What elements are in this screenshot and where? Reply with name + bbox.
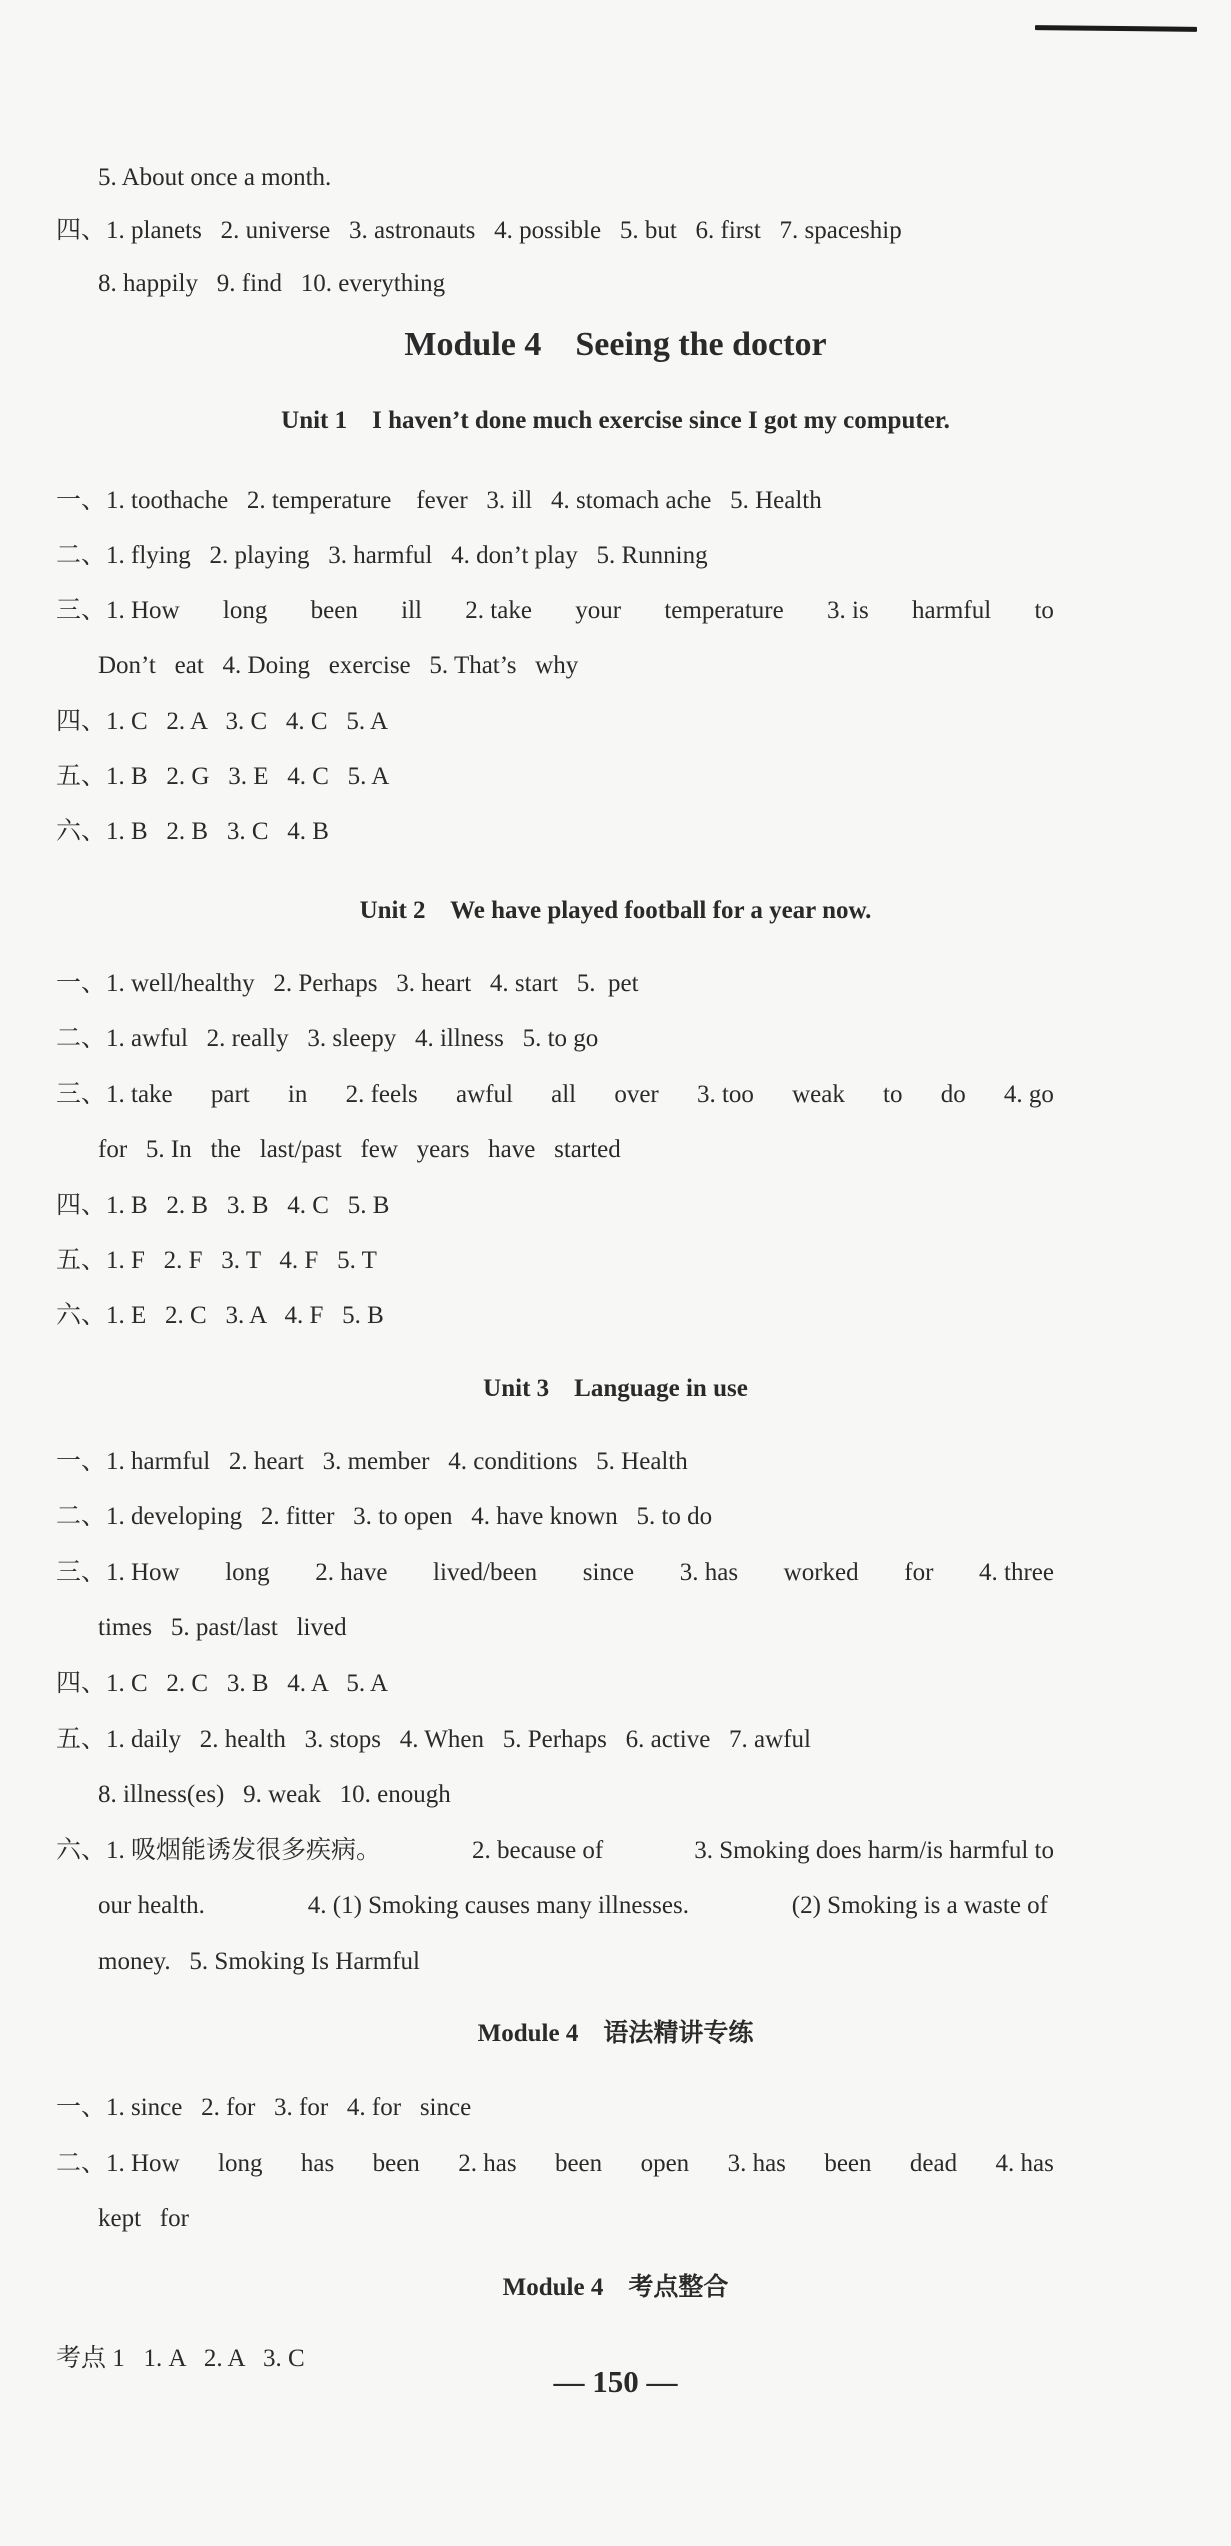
answer-line: 五、1. B 2. G 3. E 4. C 5. A xyxy=(56,763,390,790)
word: 4. three xyxy=(979,1559,1054,1586)
answer-line: money. 5. Smoking Is Harmful xyxy=(98,1948,420,1975)
answer-line: 六、1. B 2. B 3. C 4. B xyxy=(56,818,329,845)
word: has xyxy=(300,2150,335,2177)
word: 4. go xyxy=(1003,1081,1054,1108)
word: 二、1. How xyxy=(56,2150,180,2177)
answer-line-justified xyxy=(56,2148,1054,2180)
answer-line-justified xyxy=(56,1835,1054,1867)
word: part xyxy=(210,1081,250,1108)
word: 三、1. How xyxy=(56,1559,180,1586)
word: (2) Smoking is a waste of xyxy=(791,1892,1048,1919)
word: 2. because of xyxy=(472,1837,604,1864)
answer-line-justified xyxy=(98,1890,1048,1922)
word: since xyxy=(582,1559,635,1586)
word: been xyxy=(824,2150,872,2177)
word: over xyxy=(614,1081,659,1108)
word: temperature xyxy=(664,597,784,624)
answer-line: 二、1. flying 2. playing 3. harmful 4. don’t play 5. Running xyxy=(56,542,708,569)
word: dead xyxy=(909,2150,958,2177)
section-title: Module 4 语法精讲专练 xyxy=(477,2020,754,2047)
answer-line: 四、1. C 2. C 3. B 4. A 5. A xyxy=(56,1670,388,1697)
word: been xyxy=(372,2150,420,2177)
word: 2. have xyxy=(315,1559,388,1586)
answer-line: 四、1. planets 2. universe 3. astronauts 4. possible 5. but 6. first 7. spaceship xyxy=(56,217,902,244)
word: worked xyxy=(783,1559,859,1586)
word: been xyxy=(554,2150,603,2177)
answer-line: kept for xyxy=(98,2205,189,2232)
answer-line: 5. About once a month. xyxy=(98,164,332,191)
word: 六、1. 吸烟能诱发很多疾病。 xyxy=(56,1837,382,1864)
word: 2. feels xyxy=(345,1081,418,1108)
word: harmful xyxy=(912,597,992,624)
word: 2. has xyxy=(458,2150,517,2177)
word: 3. has xyxy=(679,1559,739,1586)
answer-line: 四、1. C 2. A 3. C 4. C 5. A xyxy=(56,708,388,735)
answer-line: 五、1. F 2. F 3. T 4. F 5. T xyxy=(56,1247,377,1274)
word: your xyxy=(575,597,622,624)
word: to xyxy=(1034,597,1054,624)
word: 3. too xyxy=(696,1081,754,1108)
word: 2. take xyxy=(465,597,532,624)
answer-line: 一、1. since 2. for 3. for 4. for since xyxy=(56,2094,472,2121)
answer-line: 二、1. awful 2. really 3. sleepy 4. illness 5. to go xyxy=(56,1025,599,1052)
word: long xyxy=(222,597,268,624)
word: lived/been xyxy=(433,1559,538,1586)
word: 3. has xyxy=(727,2150,786,2177)
answer-line: 8. happily 9. find 10. everything xyxy=(98,270,446,297)
word: 4. (1) Smoking causes many illnesses. xyxy=(307,1892,689,1919)
word: long xyxy=(225,1559,270,1586)
word: awful xyxy=(455,1081,513,1108)
answer-line-justified xyxy=(56,595,1054,627)
answer-line: Don’t eat 4. Doing exercise 5. That’s why xyxy=(98,652,579,679)
answer-line: 8. illness(es) 9. weak 10. enough xyxy=(98,1781,451,1808)
word: ill xyxy=(401,597,422,624)
answer-line: 六、1. E 2. C 3. A 4. F 5. B xyxy=(56,1302,384,1329)
answer-line: 一、1. well/healthy 2. Perhaps 3. heart 4. start 5. pet xyxy=(56,970,639,997)
word: to xyxy=(883,1081,903,1108)
word: open xyxy=(640,2150,690,2177)
section-title: Module 4 考点整合 xyxy=(502,2274,729,2301)
answer-line: 一、1. harmful 2. heart 3. member 4. conditions 5. Health xyxy=(56,1448,688,1475)
answer-line: 二、1. developing 2. fitter 3. to open 4. have known 5. to do xyxy=(56,1503,713,1530)
word: 三、1. How xyxy=(56,597,180,624)
word: weak xyxy=(792,1081,845,1108)
corner-rule xyxy=(1035,25,1197,32)
word: in xyxy=(287,1081,308,1108)
answer-line: 五、1. daily 2. health 3. stops 4. When 5. Perhaps 6. active 7. awful xyxy=(56,1726,811,1753)
answer-line: 四、1. B 2. B 3. B 4. C 5. B xyxy=(56,1192,390,1219)
word: 3. Smoking does harm/is harmful to xyxy=(694,1837,1054,1864)
page-number: — 150 — xyxy=(553,2364,678,2399)
answer-line: 一、1. toothache 2. temperature fever 3. ill 4. stomach ache 5. Health xyxy=(56,487,822,514)
answer-line-justified xyxy=(56,1079,1054,1111)
module-title: Module 4 Seeing the doctor xyxy=(404,326,827,363)
word: been xyxy=(310,597,358,624)
answer-line: for 5. In the last/past few years have started xyxy=(98,1136,621,1163)
word: do xyxy=(940,1081,966,1108)
answer-line: 考点 1 1. A 2. A 3. C xyxy=(56,2345,305,2372)
unit-title: Unit 1 I haven’t done much exercise since I got my computer. xyxy=(281,407,950,434)
answer-line: times 5. past/last lived xyxy=(98,1614,347,1641)
word: long xyxy=(218,2150,263,2177)
unit-title: Unit 2 We have played football for a year now. xyxy=(359,897,872,924)
word: for xyxy=(904,1559,934,1586)
answer-line-justified xyxy=(56,1557,1054,1589)
word: our health. xyxy=(98,1892,205,1919)
word: all xyxy=(551,1081,577,1108)
word: 三、1. take xyxy=(56,1081,173,1108)
unit-title: Unit 3 Language in use xyxy=(483,1375,748,1402)
word: 3. is xyxy=(827,597,869,624)
word: 4. has xyxy=(995,2150,1054,2177)
